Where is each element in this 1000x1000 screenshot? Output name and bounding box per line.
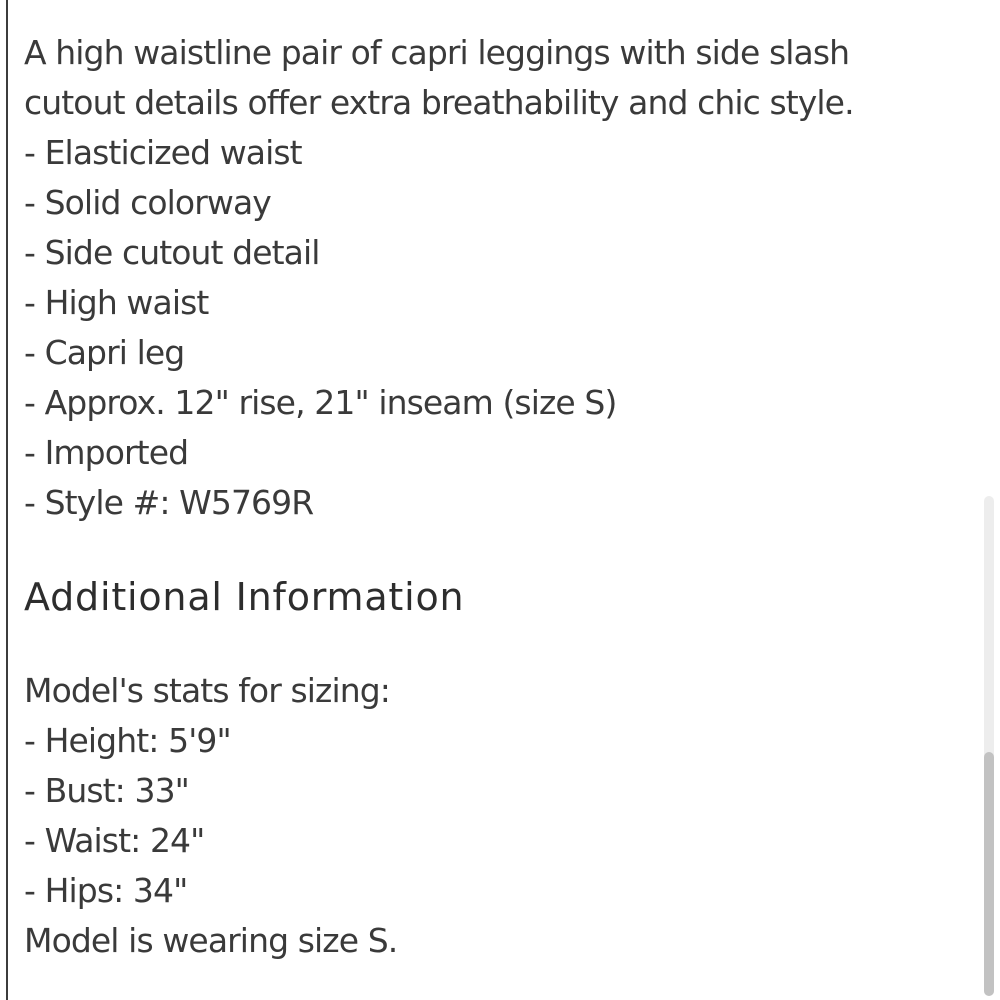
description-line: A high waistline pair of capri leggings with side slash xyxy=(24,33,850,72)
description-line: cutout details offer extra breathability and chic style. xyxy=(24,83,854,122)
model-stat-item: - Waist: 24" xyxy=(24,821,205,860)
model-stat-item: - Height: 5'9" xyxy=(24,721,231,760)
model-size-note: Model is wearing size S. xyxy=(24,921,398,960)
feature-item: - Elasticized waist xyxy=(24,133,302,172)
product-details-panel xyxy=(24,28,964,966)
feature-item: - Solid colorway xyxy=(24,183,271,222)
feature-item: - Capri leg xyxy=(24,333,185,372)
additional-information-heading: Additional Information xyxy=(24,575,465,619)
feature-item: - Imported xyxy=(24,433,189,472)
model-stat-item: - Hips: 34" xyxy=(24,871,188,910)
model-stats-intro: Model's stats for sizing: xyxy=(24,671,391,710)
style-number: - Style #: W5769R xyxy=(24,483,314,522)
scrollbar-thumb[interactable] xyxy=(984,752,994,996)
feature-item: - Approx. 12" rise, 21" inseam (size S) xyxy=(24,383,617,422)
product-description xyxy=(24,28,964,528)
model-stats xyxy=(24,666,964,966)
feature-item: - High waist xyxy=(24,283,209,322)
feature-item: - Side cutout detail xyxy=(24,233,320,272)
model-stat-item: - Bust: 33" xyxy=(24,771,189,810)
left-border xyxy=(6,0,8,1000)
